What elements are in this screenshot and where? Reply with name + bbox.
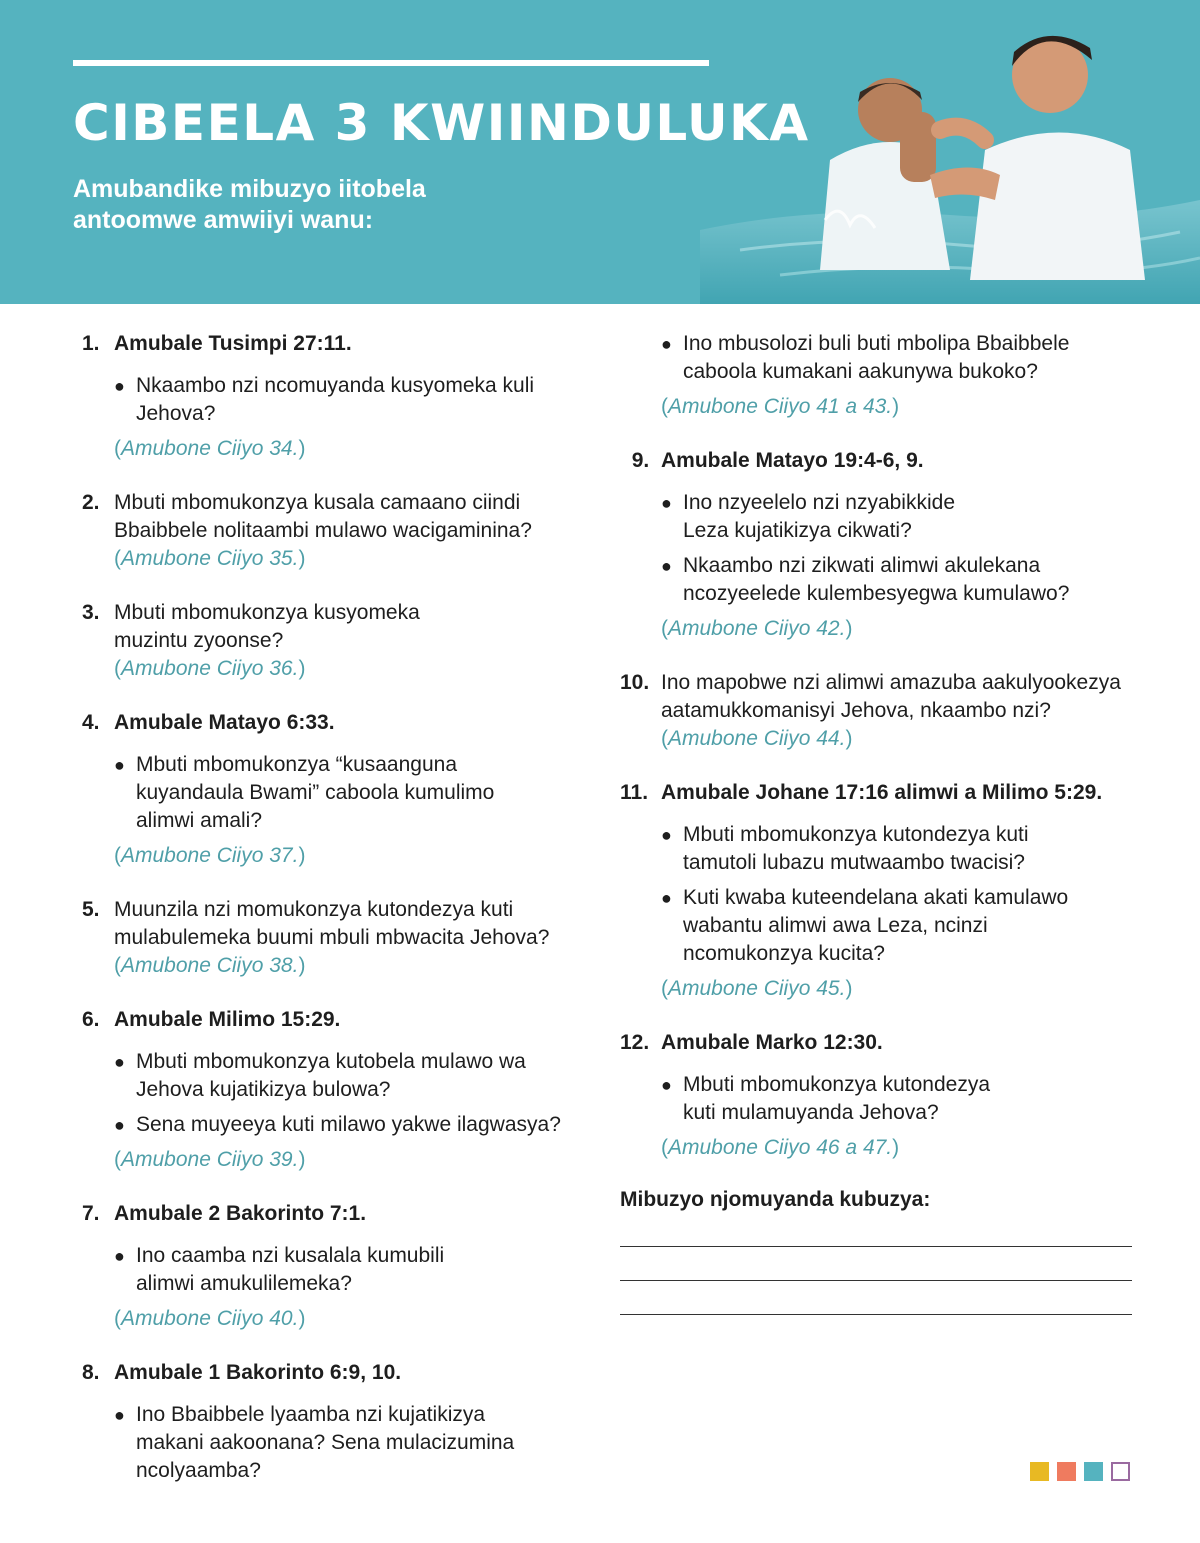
question-number: 7. bbox=[82, 1202, 100, 1225]
question-6 bbox=[82, 1006, 582, 1174]
right-column bbox=[620, 330, 1140, 1315]
notes-heading: Mibuzyo njomuyanda kubuzya: bbox=[620, 1188, 931, 1211]
question-number: 4. bbox=[82, 711, 100, 734]
question-4 bbox=[82, 709, 582, 870]
left-column bbox=[82, 330, 582, 1511]
list-item: ● Ino Bbaibbele lyaamba nzi kujatikizya makani aakoonana? Sena mulacizumina ncolyaamba? bbox=[114, 1403, 515, 1482]
list-item: ● Mbuti mbomukonzya kutondezya kuti tamutoli lubazu mutwaambo twacisi? bbox=[661, 823, 1029, 874]
question-number: 6. bbox=[82, 1008, 100, 1031]
question-text: Amubale 2 Bakorinto 7:1. bbox=[114, 1202, 367, 1225]
question-5 bbox=[82, 896, 582, 980]
list-item: ● Ino nzyeelelo nzi nzyabikkide Leza kujatikizya cikwati? bbox=[661, 491, 955, 542]
list-item: ● Ino mbusolozi buli buti mbolipa Bbaibbele caboola kumakani aakunywa bukoko? bbox=[661, 332, 1070, 383]
question-8-continued bbox=[620, 330, 1140, 421]
question-10 bbox=[620, 669, 1140, 753]
question-2 bbox=[82, 489, 582, 573]
question-text: Amubale Matayo 6:33. bbox=[114, 711, 335, 734]
lesson-reference: (Amubone Ciiyo 45.) bbox=[661, 977, 853, 1000]
question-number: 8. bbox=[82, 1361, 100, 1384]
list-item: ● Sena muyeeya kuti milawo yakwe ilagwasya? bbox=[114, 1113, 561, 1136]
question-number: 2. bbox=[82, 491, 100, 514]
lesson-reference: (Amubone Ciiyo 37.) bbox=[114, 844, 306, 867]
question-1 bbox=[82, 330, 582, 463]
lesson-reference: (Amubone Ciiyo 34.) bbox=[114, 437, 306, 460]
lesson-reference: (Amubone Ciiyo 36.) bbox=[114, 657, 306, 680]
list-item: ● Mbuti mbomukonzya kutobela mulawo wa Jehova kujatikizya bulowa? bbox=[114, 1050, 526, 1101]
lesson-reference: (Amubone Ciiyo 41 a 43.) bbox=[661, 395, 900, 418]
note-line[interactable] bbox=[620, 1280, 1132, 1281]
lesson-reference: (Amubone Ciiyo 39.) bbox=[114, 1148, 306, 1171]
list-item: ● Mbuti mbomukonzya kutondezya kuti mulamuyanda Jehova? bbox=[661, 1073, 990, 1124]
question-text: Amubale Matayo 19:4-6, 9. bbox=[661, 449, 924, 472]
question-text: Amubale Johane 17:16 alimwi a Milimo 5:29. bbox=[661, 781, 1103, 804]
lesson-reference: (Amubone Ciiyo 44.) bbox=[661, 727, 853, 750]
list-item: ● Mbuti mbomukonzya “kusaanguna kuyandaula Bwami” caboola kumulimo alimwi amali? bbox=[114, 753, 495, 832]
list-item: ● Nkaambo nzi zikwati alimwi akulekana ncozyeelede kulembesyegwa kumulawo? bbox=[661, 554, 1070, 605]
question-9 bbox=[620, 447, 1140, 643]
teal-square bbox=[1084, 1462, 1103, 1481]
page-subtitle: Amubandike mibuzyo iitobela antoomwe amwiiyi wanu: bbox=[73, 175, 426, 234]
orange-square bbox=[1057, 1462, 1076, 1481]
question-text: Amubale Milimo 15:29. bbox=[114, 1008, 341, 1031]
purple-outline-square bbox=[1111, 1462, 1130, 1481]
header-banner bbox=[0, 0, 1200, 304]
lesson-reference: (Amubone Ciiyo 46 a 47.) bbox=[661, 1136, 900, 1159]
note-line[interactable] bbox=[620, 1246, 1132, 1247]
question-number: 11. bbox=[620, 781, 649, 804]
page-title: CIBEELA 3 KWIINDULUKA bbox=[73, 94, 810, 152]
question-11 bbox=[620, 779, 1140, 1003]
list-item: ● Nkaambo nzi ncomuyanda kusyomeka kuli Jehova? bbox=[114, 374, 535, 425]
question-number: 12. bbox=[620, 1031, 650, 1054]
question-text: Mbuti mbomukonzya kusyomeka muzintu zyoonse? bbox=[114, 601, 420, 652]
baptism-illustration bbox=[700, 0, 1200, 304]
question-7 bbox=[82, 1200, 582, 1333]
list-item: ● Kuti kwaba kuteendelana akati kamulawo wabantu alimwi awa Leza, ncinzi ncomukonzya kucita? bbox=[661, 886, 1069, 965]
lesson-reference: (Amubone Ciiyo 40.) bbox=[114, 1307, 306, 1330]
question-12 bbox=[620, 1029, 1140, 1162]
lesson-reference: (Amubone Ciiyo 38.) bbox=[114, 954, 306, 977]
question-number: 10. bbox=[620, 671, 650, 694]
yellow-square bbox=[1030, 1462, 1049, 1481]
list-item: ● Ino caamba nzi kusalala kumubili alimwi amukulilemeka? bbox=[114, 1244, 445, 1295]
question-text: Ino mapobwe nzi alimwi amazuba aakulyookezya aatamukkomanisyi Jehova, nkaambo nzi? (Amubone Ciiyo 44.) bbox=[661, 671, 1121, 750]
question-text: Amubale Tusimpi 27:11. bbox=[114, 332, 352, 355]
question-number: 5. bbox=[82, 898, 100, 921]
header-rule bbox=[73, 60, 709, 66]
question-number: 1. bbox=[82, 332, 100, 355]
question-number: 3. bbox=[82, 601, 100, 624]
lesson-reference: (Amubone Ciiyo 35.) bbox=[114, 547, 306, 570]
note-line[interactable] bbox=[620, 1314, 1132, 1315]
question-text: Amubale 1 Bakorinto 6:9, 10. bbox=[114, 1361, 402, 1384]
question-3 bbox=[82, 599, 582, 683]
color-squares bbox=[1030, 1462, 1130, 1481]
question-text: Muunzila nzi momukonzya kutondezya kuti mulabulemeka buumi mbuli mbwacita Jehova? bbox=[114, 898, 550, 949]
question-text: Mbuti mbomukonzya kusala camaano ciindi Bbaibbele nolitaambi mulawo wacigaminina? bbox=[114, 491, 532, 542]
question-number: 9. bbox=[631, 449, 650, 472]
question-text: Amubale Marko 12:30. bbox=[661, 1031, 883, 1054]
question-8 bbox=[82, 1359, 582, 1485]
lesson-reference: (Amubone Ciiyo 42.) bbox=[661, 617, 853, 640]
